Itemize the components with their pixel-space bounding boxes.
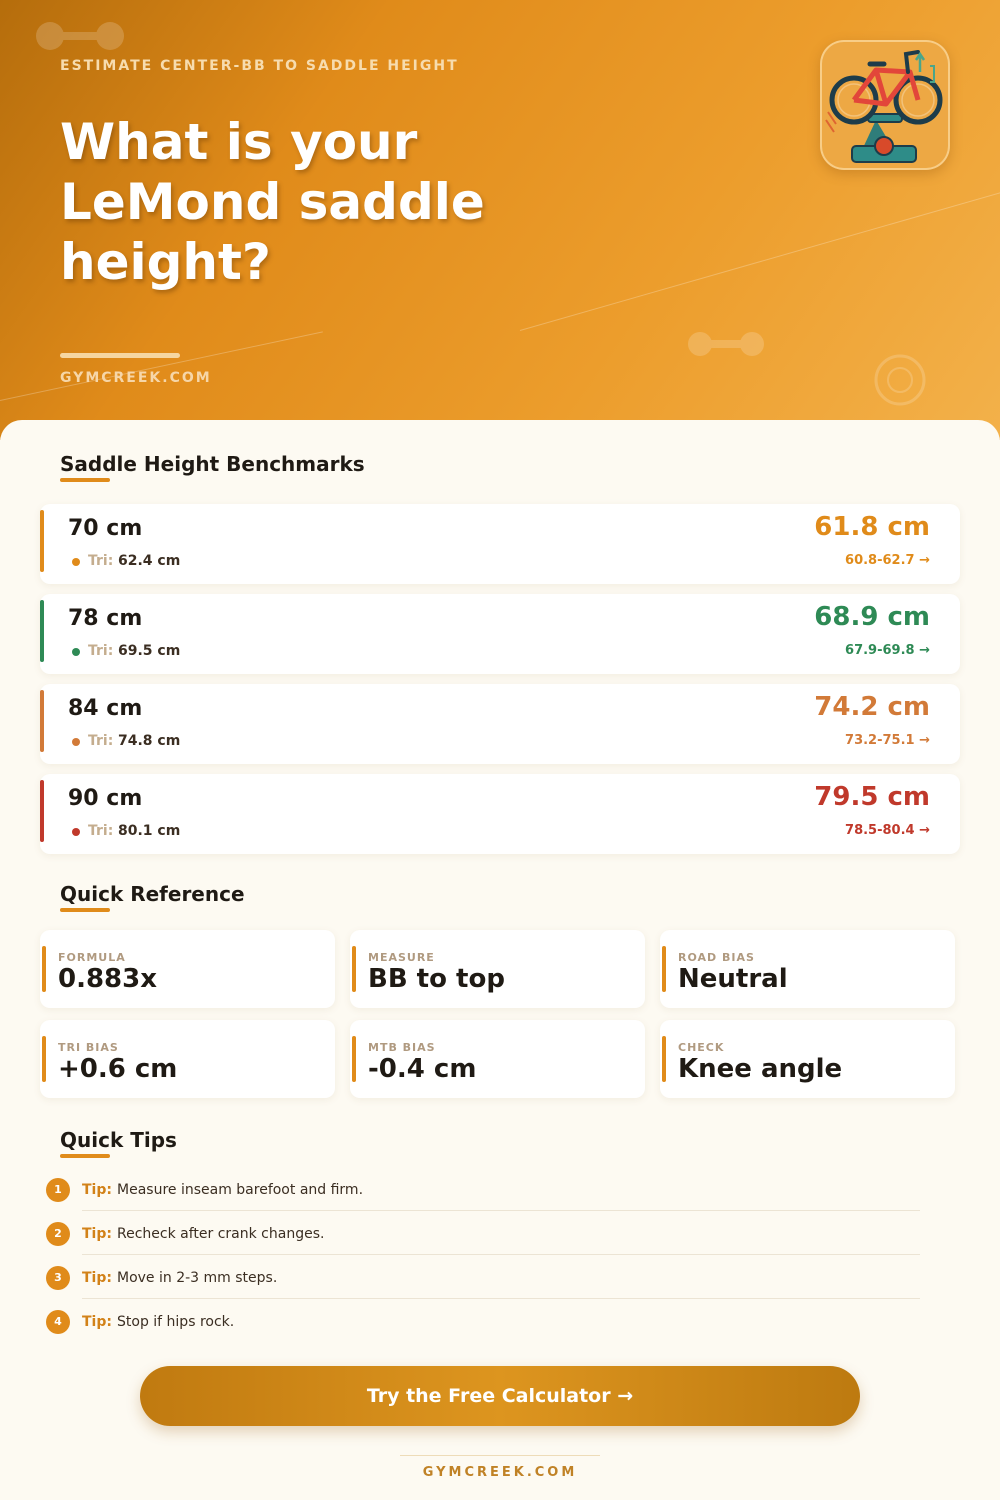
reference-card xyxy=(40,1020,335,1098)
reference-label: MEASURE xyxy=(368,951,435,964)
benchmarks-title: Saddle Height Benchmarks xyxy=(60,452,365,476)
tri-value: 62.4 cm xyxy=(118,553,181,569)
reference-value: Knee angle xyxy=(678,1054,843,1084)
card-accent xyxy=(40,600,44,662)
reference-card xyxy=(660,930,955,1008)
tip-text: Measure inseam barefoot and firm. xyxy=(117,1182,364,1198)
section-underline xyxy=(60,478,110,482)
tip-item xyxy=(46,1310,920,1354)
hero-banner xyxy=(0,0,1000,440)
saddle-height-value: 79.5 cm xyxy=(814,782,930,812)
bike-on-scale-icon xyxy=(822,42,952,172)
card-accent xyxy=(352,1036,356,1082)
tip-divider xyxy=(82,1210,920,1211)
hero-divider xyxy=(60,353,180,358)
reference-value: BB to top xyxy=(368,964,505,994)
card-accent xyxy=(662,1036,666,1082)
section-underline xyxy=(60,1154,110,1158)
reference-label: MTB BIAS xyxy=(368,1041,436,1054)
tip-item xyxy=(46,1222,920,1266)
app-logo xyxy=(820,40,950,170)
tip-item xyxy=(46,1266,920,1310)
height-range: 67.9-69.8 → xyxy=(845,643,930,658)
status-dot xyxy=(72,558,80,566)
tri-value: 69.5 cm xyxy=(118,643,181,659)
card-accent xyxy=(42,946,46,992)
height-range: 60.8-62.7 → xyxy=(845,553,930,568)
tip-label: Tip: xyxy=(82,1182,112,1198)
tips-title: Quick Tips xyxy=(60,1128,177,1152)
height-range: 78.5-80.4 → xyxy=(845,823,930,838)
tip-number-badge: 2 xyxy=(46,1222,70,1246)
card-accent xyxy=(42,1036,46,1082)
footer-divider xyxy=(400,1455,600,1456)
reference-value: +0.6 cm xyxy=(58,1054,178,1084)
benchmark-card xyxy=(40,774,960,854)
deco-line xyxy=(520,192,1000,331)
dumbbell-icon xyxy=(34,20,126,52)
benchmark-card xyxy=(40,504,960,584)
inseam-value: 78 cm xyxy=(68,606,143,631)
saddle-height-value: 68.9 cm xyxy=(814,602,930,632)
card-accent xyxy=(40,510,44,572)
tip-text: Move in 2-3 mm steps. xyxy=(117,1270,278,1286)
tip-label: Tip: xyxy=(82,1270,112,1286)
tri-label: Tri: xyxy=(88,553,114,569)
tri-value: 74.8 cm xyxy=(118,733,181,749)
hero-eyebrow: ESTIMATE CENTER-BB TO SADDLE HEIGHT xyxy=(60,58,459,74)
tip-text: Recheck after crank changes. xyxy=(117,1226,325,1242)
reference-value: Neutral xyxy=(678,964,788,994)
reference-card xyxy=(350,930,645,1008)
status-dot xyxy=(72,738,80,746)
tip-number-badge: 3 xyxy=(46,1266,70,1290)
reference-card xyxy=(660,1020,955,1098)
benchmark-card xyxy=(40,594,960,674)
footer-site-name: GYMCREEK.COM xyxy=(422,1465,578,1480)
hero-site-name: GYMCREEK.COM xyxy=(60,370,212,386)
inseam-value: 84 cm xyxy=(68,696,143,721)
status-dot xyxy=(72,648,80,656)
tip-label: Tip: xyxy=(82,1226,112,1242)
tri-label: Tri: xyxy=(88,643,114,659)
tip-divider xyxy=(82,1254,920,1255)
saddle-height-value: 74.2 cm xyxy=(814,692,930,722)
reference-label: ROAD BIAS xyxy=(678,951,755,964)
reference-label: FORMULA xyxy=(58,951,126,964)
tri-label: Tri: xyxy=(88,733,114,749)
card-accent xyxy=(40,690,44,752)
try-calculator-button[interactable]: Try the Free Calculator → xyxy=(140,1366,860,1426)
reference-title: Quick Reference xyxy=(60,882,245,906)
circle-deco-icon xyxy=(872,352,928,408)
deco-line xyxy=(0,331,323,401)
section-underline xyxy=(60,908,110,912)
card-accent xyxy=(40,780,44,842)
inseam-value: 90 cm xyxy=(68,786,143,811)
dumbbell-icon xyxy=(686,330,766,358)
tri-value: 80.1 cm xyxy=(118,823,181,839)
tip-number-badge: 1 xyxy=(46,1178,70,1202)
saddle-height-value: 61.8 cm xyxy=(814,512,930,542)
tip-text: Stop if hips rock. xyxy=(117,1314,235,1330)
card-accent xyxy=(662,946,666,992)
reference-card xyxy=(40,930,335,1008)
benchmark-card xyxy=(40,684,960,764)
reference-label: CHECK xyxy=(678,1041,725,1054)
card-accent xyxy=(352,946,356,992)
status-dot xyxy=(72,828,80,836)
height-range: 73.2-75.1 → xyxy=(845,733,930,748)
tri-label: Tri: xyxy=(88,823,114,839)
tip-number-badge: 4 xyxy=(46,1310,70,1334)
page-title: What is your LeMond saddle height? xyxy=(60,113,485,291)
tip-label: Tip: xyxy=(82,1314,112,1330)
reference-label: TRI BIAS xyxy=(58,1041,119,1054)
tip-divider xyxy=(82,1298,920,1299)
tip-item xyxy=(46,1178,920,1222)
reference-value: 0.883x xyxy=(58,964,158,994)
reference-card xyxy=(350,1020,645,1098)
reference-value: -0.4 cm xyxy=(368,1054,477,1084)
inseam-value: 70 cm xyxy=(68,516,143,541)
